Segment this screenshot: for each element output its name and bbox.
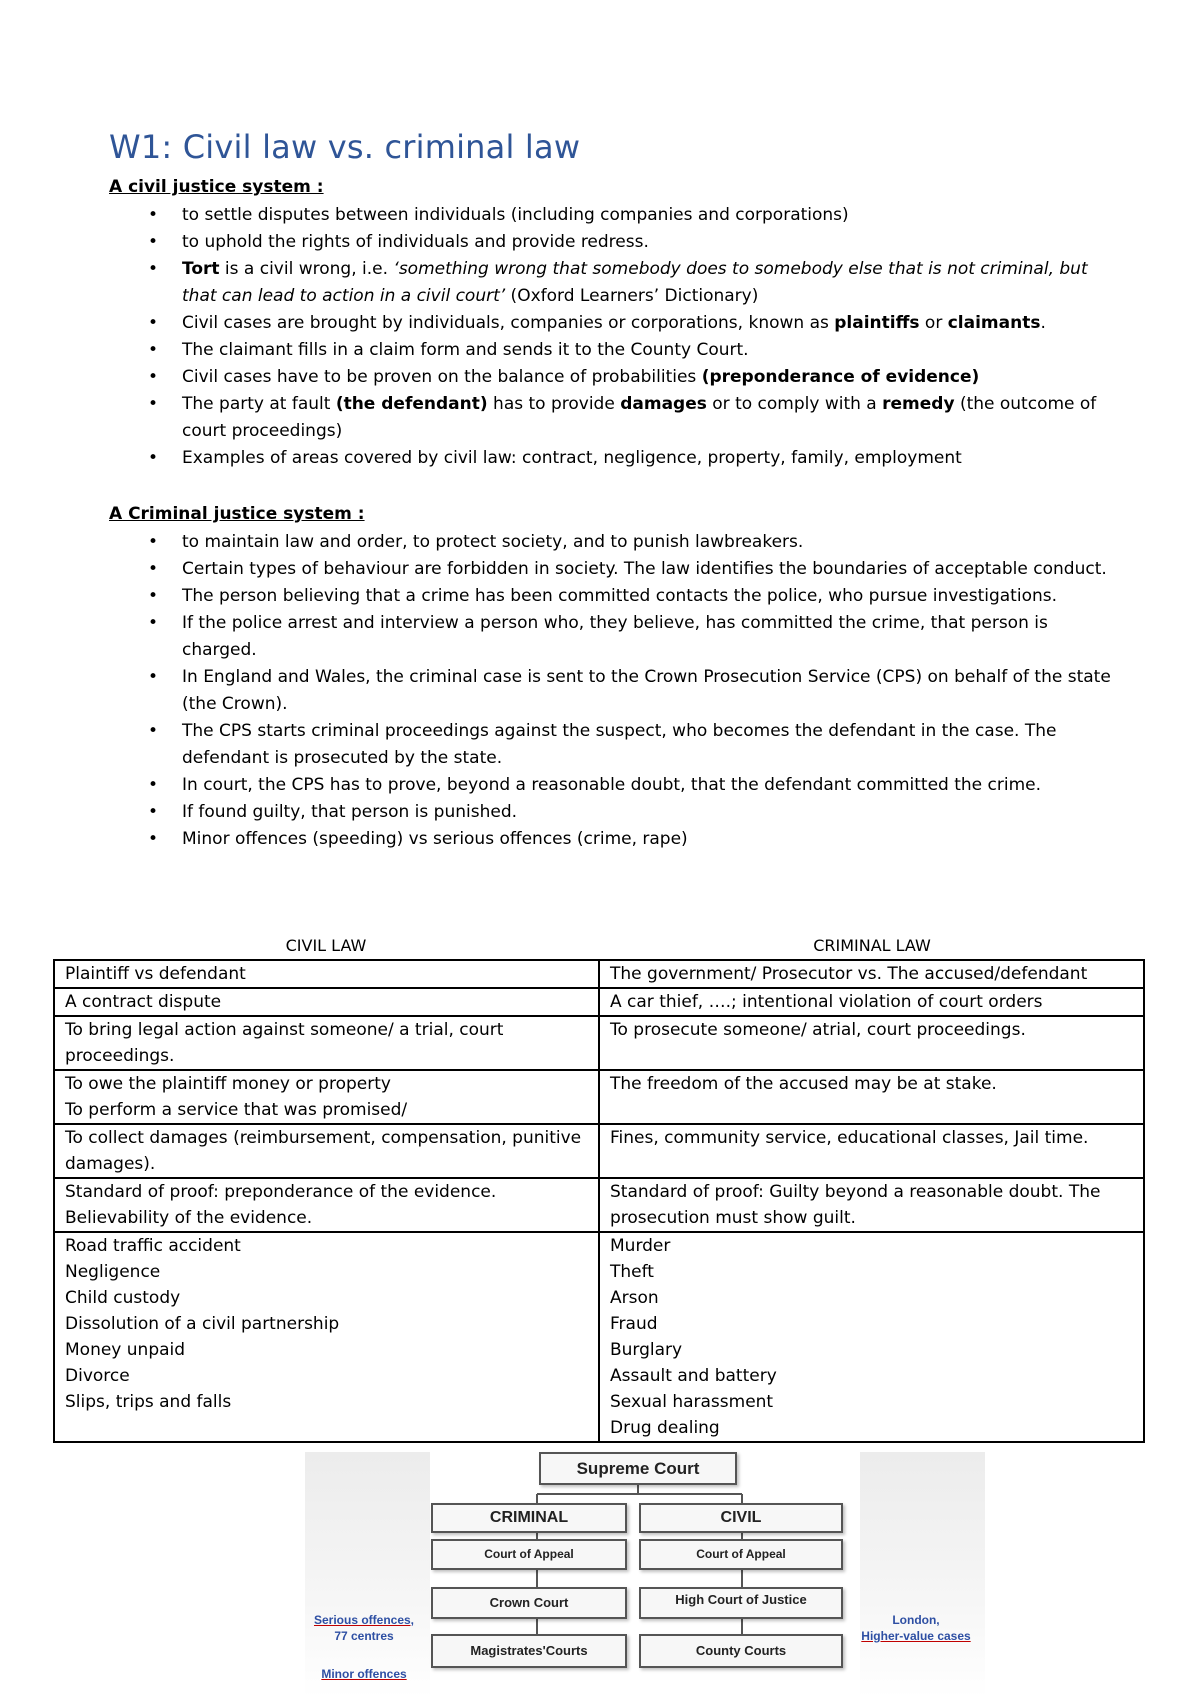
high-court-label: High Court of Justice [675, 1592, 807, 1607]
criminal-section-heading: A Criminal justice system : [109, 504, 365, 524]
bullet-text-run: (Oxford Learners’ Dictionary) [505, 286, 759, 306]
civil-branch-label: CIVIL [720, 1509, 762, 1526]
bullet-text-run: The person believing that a crime has been committed contacts the police, who pursue investigations. [182, 586, 1058, 606]
cell-text: To collect damages (reimbursement, compensation, punitive damages). [65, 1128, 582, 1174]
table-row [54, 1070, 1144, 1124]
criminal-bullet-item [109, 610, 1119, 664]
bullet-text-run: Civil cases have to be proven on the balance of probabilities [182, 367, 702, 387]
cell-text: Murder [610, 1236, 671, 1256]
bullet-text-run: (preponderance of evidence) [701, 367, 980, 387]
civil-bullet-item [109, 310, 1119, 337]
county-courts-box [639, 1634, 843, 1668]
bullet-text-run: If the police arrest and interview a person who, they believe, has committed the crime, that person is charged. [182, 613, 1048, 660]
criminal-bullet-item [109, 529, 1119, 556]
cell-text: Standard of proof: preponderance of the evidence. [65, 1182, 497, 1202]
cell-text: A car thief, ….; intentional violation of court orders [610, 992, 1043, 1012]
criminal-law-cell [599, 1016, 1144, 1070]
cell-text: Child custody [65, 1288, 181, 1308]
cell-text: The freedom of the accused may be at stake. [610, 1074, 997, 1094]
criminal-court-of-appeal-label: Court of Appeal [484, 1547, 574, 1561]
criminal-bullet-item [109, 718, 1119, 772]
cell-text: Road traffic accident [65, 1236, 241, 1256]
cell-text: Negligence [65, 1262, 161, 1282]
civil-section-heading: A civil justice system : [109, 177, 324, 197]
criminal-bullet-item [109, 772, 1119, 799]
civil-bullet-item [109, 337, 1119, 364]
bullet-text-run: or to comply with a [706, 394, 883, 414]
civil-vs-criminal-table [53, 959, 1145, 1443]
cell-text: Standard of proof: Guilty beyond a reasonable doubt. The prosecution must show guilt. [610, 1182, 1101, 1228]
criminal-bullet-item [109, 826, 1119, 853]
civil-bullet-item [109, 229, 1119, 256]
high-court-box [639, 1587, 843, 1619]
magistrates-courts-box [431, 1634, 627, 1668]
criminal-bullet-item [109, 556, 1119, 583]
table-row [54, 1124, 1144, 1178]
supreme-court-label: Supreme Court [576, 1459, 700, 1478]
criminal-law-cell [599, 1124, 1144, 1178]
criminal-court-of-appeal-box [431, 1539, 627, 1570]
criminal-law-cell [599, 1232, 1144, 1442]
bullet-text-run: (the defendant) [335, 394, 488, 414]
bullet-text-run: to uphold the rights of individuals and provide redress. [182, 232, 649, 252]
civil-law-cell [54, 1232, 599, 1442]
civil-law-column-heading: CIVIL LAW [285, 936, 367, 955]
crown-court-box [431, 1587, 627, 1619]
bullet-text-run: ‘something wrong that somebody does to somebody else that is not criminal, but that can lead to action in a civil court’ [182, 259, 1088, 306]
page-title: W1: Civil law vs. criminal law [109, 128, 581, 166]
bullet-text-run: plaintiffs [834, 313, 920, 333]
civil-law-cell [54, 960, 599, 988]
civil-bullet-item [109, 202, 1119, 229]
cell-text: Assault and battery [610, 1366, 777, 1386]
bullet-text-run: Civil cases are brought by individuals, companies or corporations, known as [182, 313, 835, 333]
civil-law-cell [54, 1124, 599, 1178]
minor-offences-note [305, 1666, 423, 1682]
serious-offences-line-1: Serious offences, [313, 1613, 415, 1627]
bullet-text-run: Tort [182, 259, 220, 279]
civil-branch-box [639, 1503, 843, 1533]
serious-offences-note [305, 1612, 423, 1644]
bullet-text-run: In court, the CPS has to prove, beyond a reasonable doubt, that the defendant committed the crime. [182, 775, 1042, 795]
cell-text: Theft [610, 1262, 654, 1282]
bullet-text-run: claimants [947, 313, 1041, 333]
bullet-text-run: The party at fault [182, 394, 336, 414]
bullet-text-run: The claimant fills in a claim form and sends it to the County Court. [182, 340, 749, 360]
bullet-text-run: Certain types of behaviour are forbidden in society. The law identifies the boundaries of acceptable conduct. [182, 559, 1107, 579]
civil-bullet-list [109, 202, 1119, 472]
serious-offences-line-2: 77 centres [334, 1629, 394, 1643]
minor-offences-label: Minor offences [321, 1667, 407, 1681]
bullet-text-run: remedy [882, 394, 955, 414]
cell-text: Burglary [610, 1340, 683, 1360]
criminal-law-cell [599, 1070, 1144, 1124]
criminal-bullet-list [109, 529, 1119, 853]
cell-text: Fraud [610, 1314, 658, 1334]
bullet-text-run: . [1040, 313, 1046, 333]
london-higher-value-note [847, 1612, 985, 1644]
bullet-text-run: damages [620, 394, 707, 414]
civil-bullet-item [109, 364, 1119, 391]
cell-text: Fines, community service, educational classes, Jail time. [610, 1128, 1089, 1148]
criminal-bullet-item [109, 583, 1119, 610]
crown-court-label: Crown Court [489, 1595, 569, 1610]
bullet-text-run: is a civil wrong, i.e. [219, 259, 394, 279]
civil-law-cell [54, 1016, 599, 1070]
cell-text: Believability of the evidence. [65, 1208, 313, 1228]
criminal-law-column-heading: CRIMINAL LAW [813, 936, 931, 955]
table-row [54, 1016, 1144, 1070]
bullet-text-run: The CPS starts criminal proceedings against the suspect, who becomes the defendant in the case. The defendant is prosecuted by the state. [182, 721, 1057, 768]
london-line-1: London, [892, 1613, 940, 1627]
civil-law-cell [54, 1070, 599, 1124]
table-row [54, 1178, 1144, 1232]
bullet-text-run: or [919, 313, 948, 333]
cell-text: Slips, trips and falls [65, 1392, 232, 1412]
civil-court-of-appeal-label: Court of Appeal [696, 1547, 786, 1561]
cell-text: To bring legal action against someone/ a trial, court proceedings. [65, 1020, 504, 1066]
cell-text: Money unpaid [65, 1340, 186, 1360]
magistrates-courts-label: Magistrates'Courts [470, 1643, 588, 1658]
criminal-bullet-item [109, 799, 1119, 826]
civil-law-cell [54, 1178, 599, 1232]
court-hierarchy-diagram [305, 1452, 985, 1698]
cell-text: Divorce [65, 1366, 130, 1386]
civil-court-of-appeal-box [639, 1539, 843, 1570]
criminal-law-cell [599, 988, 1144, 1016]
cell-text: To prosecute someone/ atrial, court proceedings. [610, 1020, 1026, 1040]
criminal-law-cell [599, 960, 1144, 988]
civil-bullet-item [109, 256, 1119, 310]
bullet-text-run: (the outcome of court proceedings) [182, 394, 1097, 441]
bullet-text-run: If found guilty, that person is punished. [182, 802, 518, 822]
criminal-branch-box [431, 1503, 627, 1533]
bullet-text-run: Examples of areas covered by civil law: contract, negligence, property, family, employment [182, 448, 962, 468]
criminal-branch-label: CRIMINAL [489, 1509, 569, 1526]
london-line-2: Higher-value cases [861, 1629, 971, 1643]
county-courts-label: County Courts [695, 1643, 787, 1658]
table-row [54, 1232, 1144, 1442]
cell-text: Sexual harassment [610, 1392, 774, 1412]
criminal-bullet-item [109, 664, 1119, 718]
table-row [54, 988, 1144, 1016]
cell-text: Dissolution of a civil partnership [65, 1314, 340, 1334]
civil-law-cell [54, 988, 599, 1016]
cell-text: The government/ Prosecutor vs. The accused/defendant [610, 964, 1088, 984]
bullet-text-run: to maintain law and order, to protect society, and to punish lawbreakers. [182, 532, 804, 552]
bullet-text-run: Minor offences (speeding) vs serious offences (crime, rape) [182, 829, 688, 849]
criminal-law-cell [599, 1178, 1144, 1232]
civil-bullet-item [109, 445, 1119, 472]
cell-text: A contract dispute [65, 992, 222, 1012]
bullet-text-run: has to provide [487, 394, 621, 414]
supreme-court-box [539, 1452, 737, 1485]
cell-text: To owe the plaintiff money or property [65, 1074, 391, 1094]
civil-bullet-item [109, 391, 1119, 445]
bullet-text-run: to settle disputes between individuals (including companies and corporations) [182, 205, 849, 225]
table-row [54, 960, 1144, 988]
cell-text: Arson [610, 1288, 659, 1308]
cell-text: To perform a service that was promised/ [65, 1100, 408, 1120]
bullet-text-run: In England and Wales, the criminal case is sent to the Crown Prosecution Service (CPS) on behalf of the state (the Crown). [182, 667, 1111, 714]
cell-text: Drug dealing [610, 1418, 720, 1438]
cell-text: Plaintiff vs defendant [65, 964, 246, 984]
